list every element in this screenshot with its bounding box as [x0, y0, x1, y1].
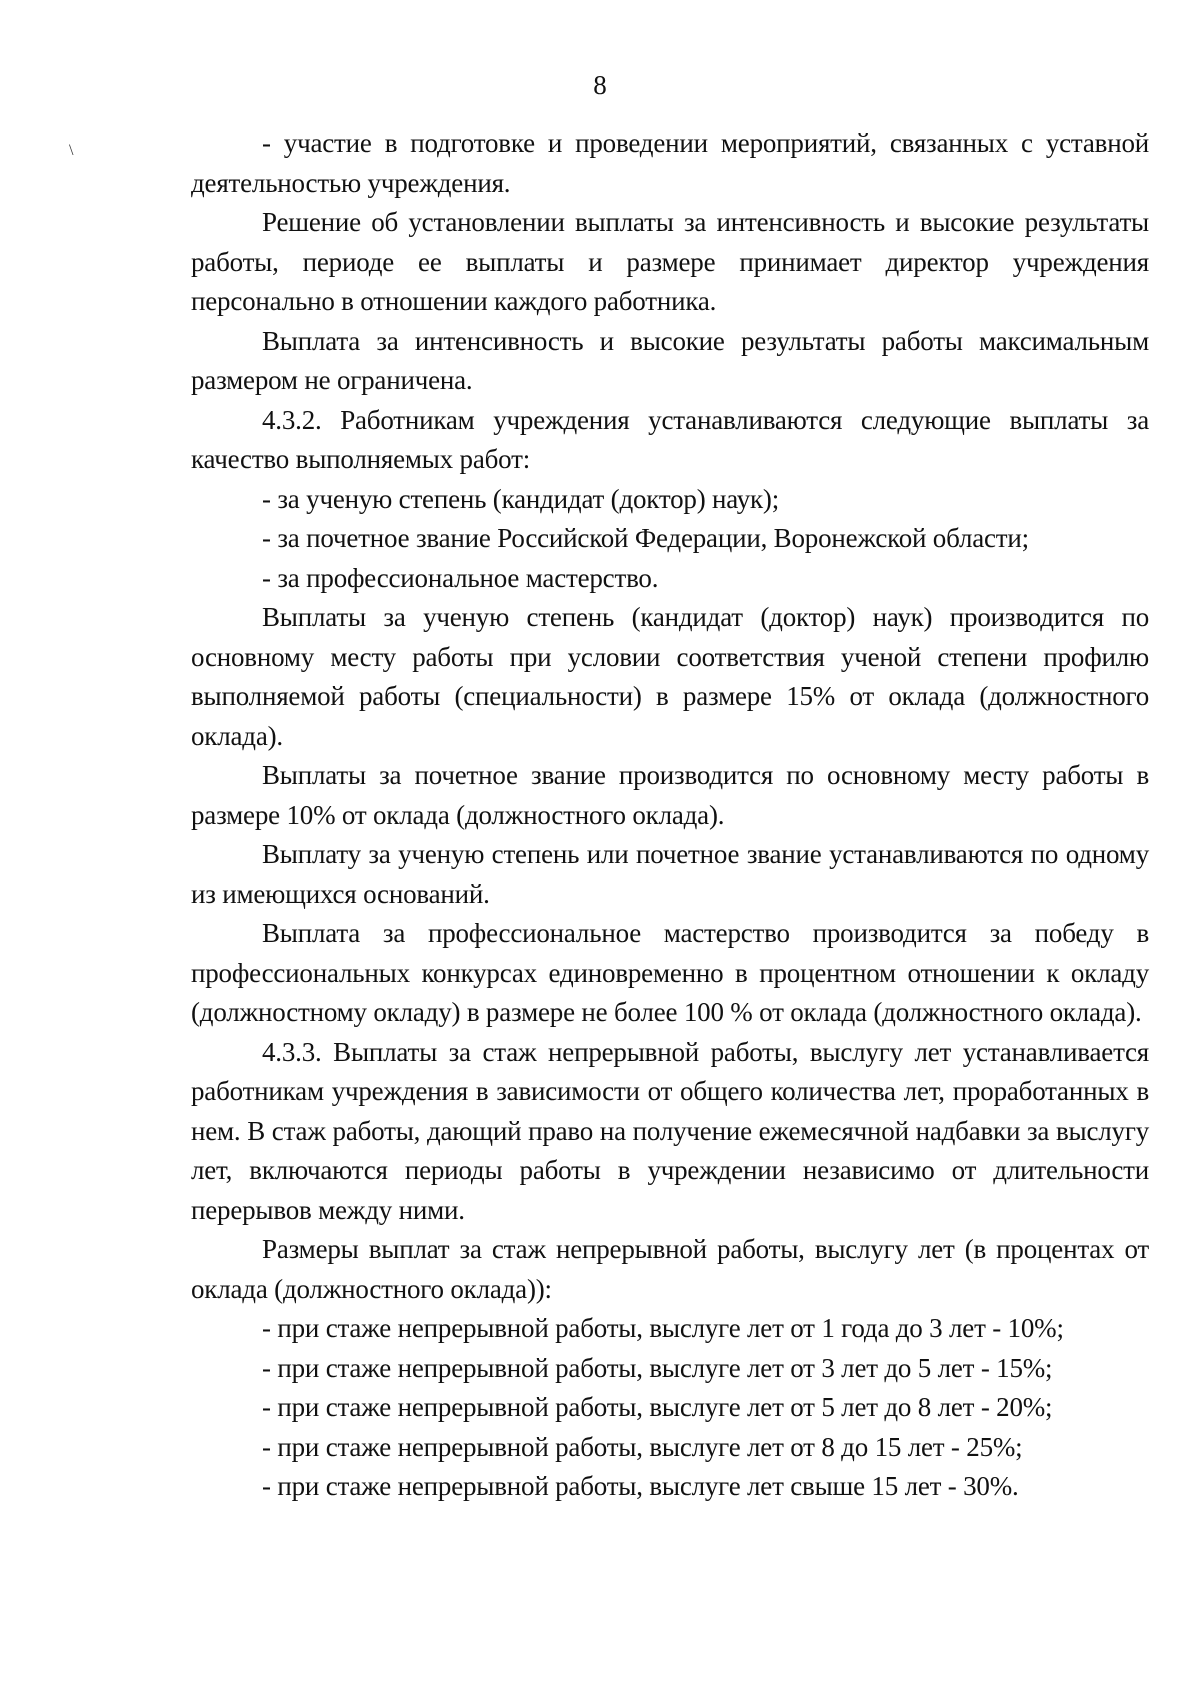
list-item-seniority-15-plus: - при стаже непрерывной работы, выслуге лет свыше 15 лет - 30%. — [262, 1471, 1019, 1501]
paragraph-seniority-sizes: Размеры выплат за стаж непрерывной работы, выслугу лет (в процентах от оклада (должностного оклада)): — [191, 1234, 1149, 1304]
scan-speck: \ — [69, 142, 74, 159]
list-item-degree: - за ученую степень (кандидат (доктор) наук); — [262, 483, 780, 514]
paragraph-4-3-3: 4.3.3. Выплаты за стаж непрерывной работы, выслугу лет устанавливается работникам учреждения в зависимости от общего количества лет, проработанных в нем. В стаж работы, дающий право на получение ежемесячной надбавки за выслугу лет, включаются периоды работы в учреждении независимо от длительности перерывов между ними. — [191, 1036, 1149, 1225]
list-item-seniority-8-15: - при стаже непрерывной работы, выслуге лет от 8 до 15 лет - 25%; — [262, 1431, 1023, 1462]
list-item-seniority-3-5: - при стаже непрерывной работы, выслуге лет от 3 лет до 5 лет - 15%; — [262, 1352, 1053, 1383]
paragraph-degree-payment: Выплаты за ученую степень (кандидат (доктор) наук) производится по основному месту работы при условии соответствия ученой степени профилю выполняемой работы (специальности) в размере 15% от оклада (должностного оклада). — [191, 602, 1149, 751]
paragraph-one-basis: Выплату за ученую степень или почетное звание устанавливаются по одному из имеющихся оснований. — [191, 839, 1149, 909]
paragraph-decision: Решение об установлении выплаты за интенсивность и высокие результаты работы, периоде ее выплаты и размере принимает директор учреждения персонально в отношении каждого работника. — [191, 207, 1149, 316]
list-item-mastery: - за профессиональное мастерство. — [262, 562, 659, 593]
paragraph-participation: - участие в подготовке и проведении мероприятий, связанных с уставной деятельностью учреждения. — [191, 128, 1149, 198]
document-body — [191, 124, 1149, 1507]
paragraph-mastery-payment: Выплата за профессиональное мастерство производится за победу в профессиональных конкурсах единовременно в процентном отношении к окладу (должностному окладу) в размере не более 100 % от оклада (должностного оклада). — [191, 918, 1149, 1027]
paragraph-4-3-2: 4.3.2. Работникам учреждения устанавливаются следующие выплаты за качество выполняемых работ: — [191, 404, 1149, 474]
paragraph-title-payment: Выплаты за почетное звание производится по основному месту работы в размере 10% от оклада (должностного оклада). — [191, 760, 1149, 830]
paragraph-max-size: Выплата за интенсивность и высокие результаты работы максимальным размером не ограничена. — [191, 325, 1149, 395]
list-item-seniority-1-3: - при стаже непрерывной работы, выслуге лет от 1 года до 3 лет - 10%; — [262, 1313, 1064, 1343]
list-item-seniority-5-8: - при стаже непрерывной работы, выслуге лет от 5 лет до 8 лет - 20%; — [262, 1392, 1053, 1422]
page-number: 8 — [593, 70, 607, 100]
list-item-honorary-title: - за почетное звание Российской Федерации, Воронежской области; — [262, 523, 1029, 553]
